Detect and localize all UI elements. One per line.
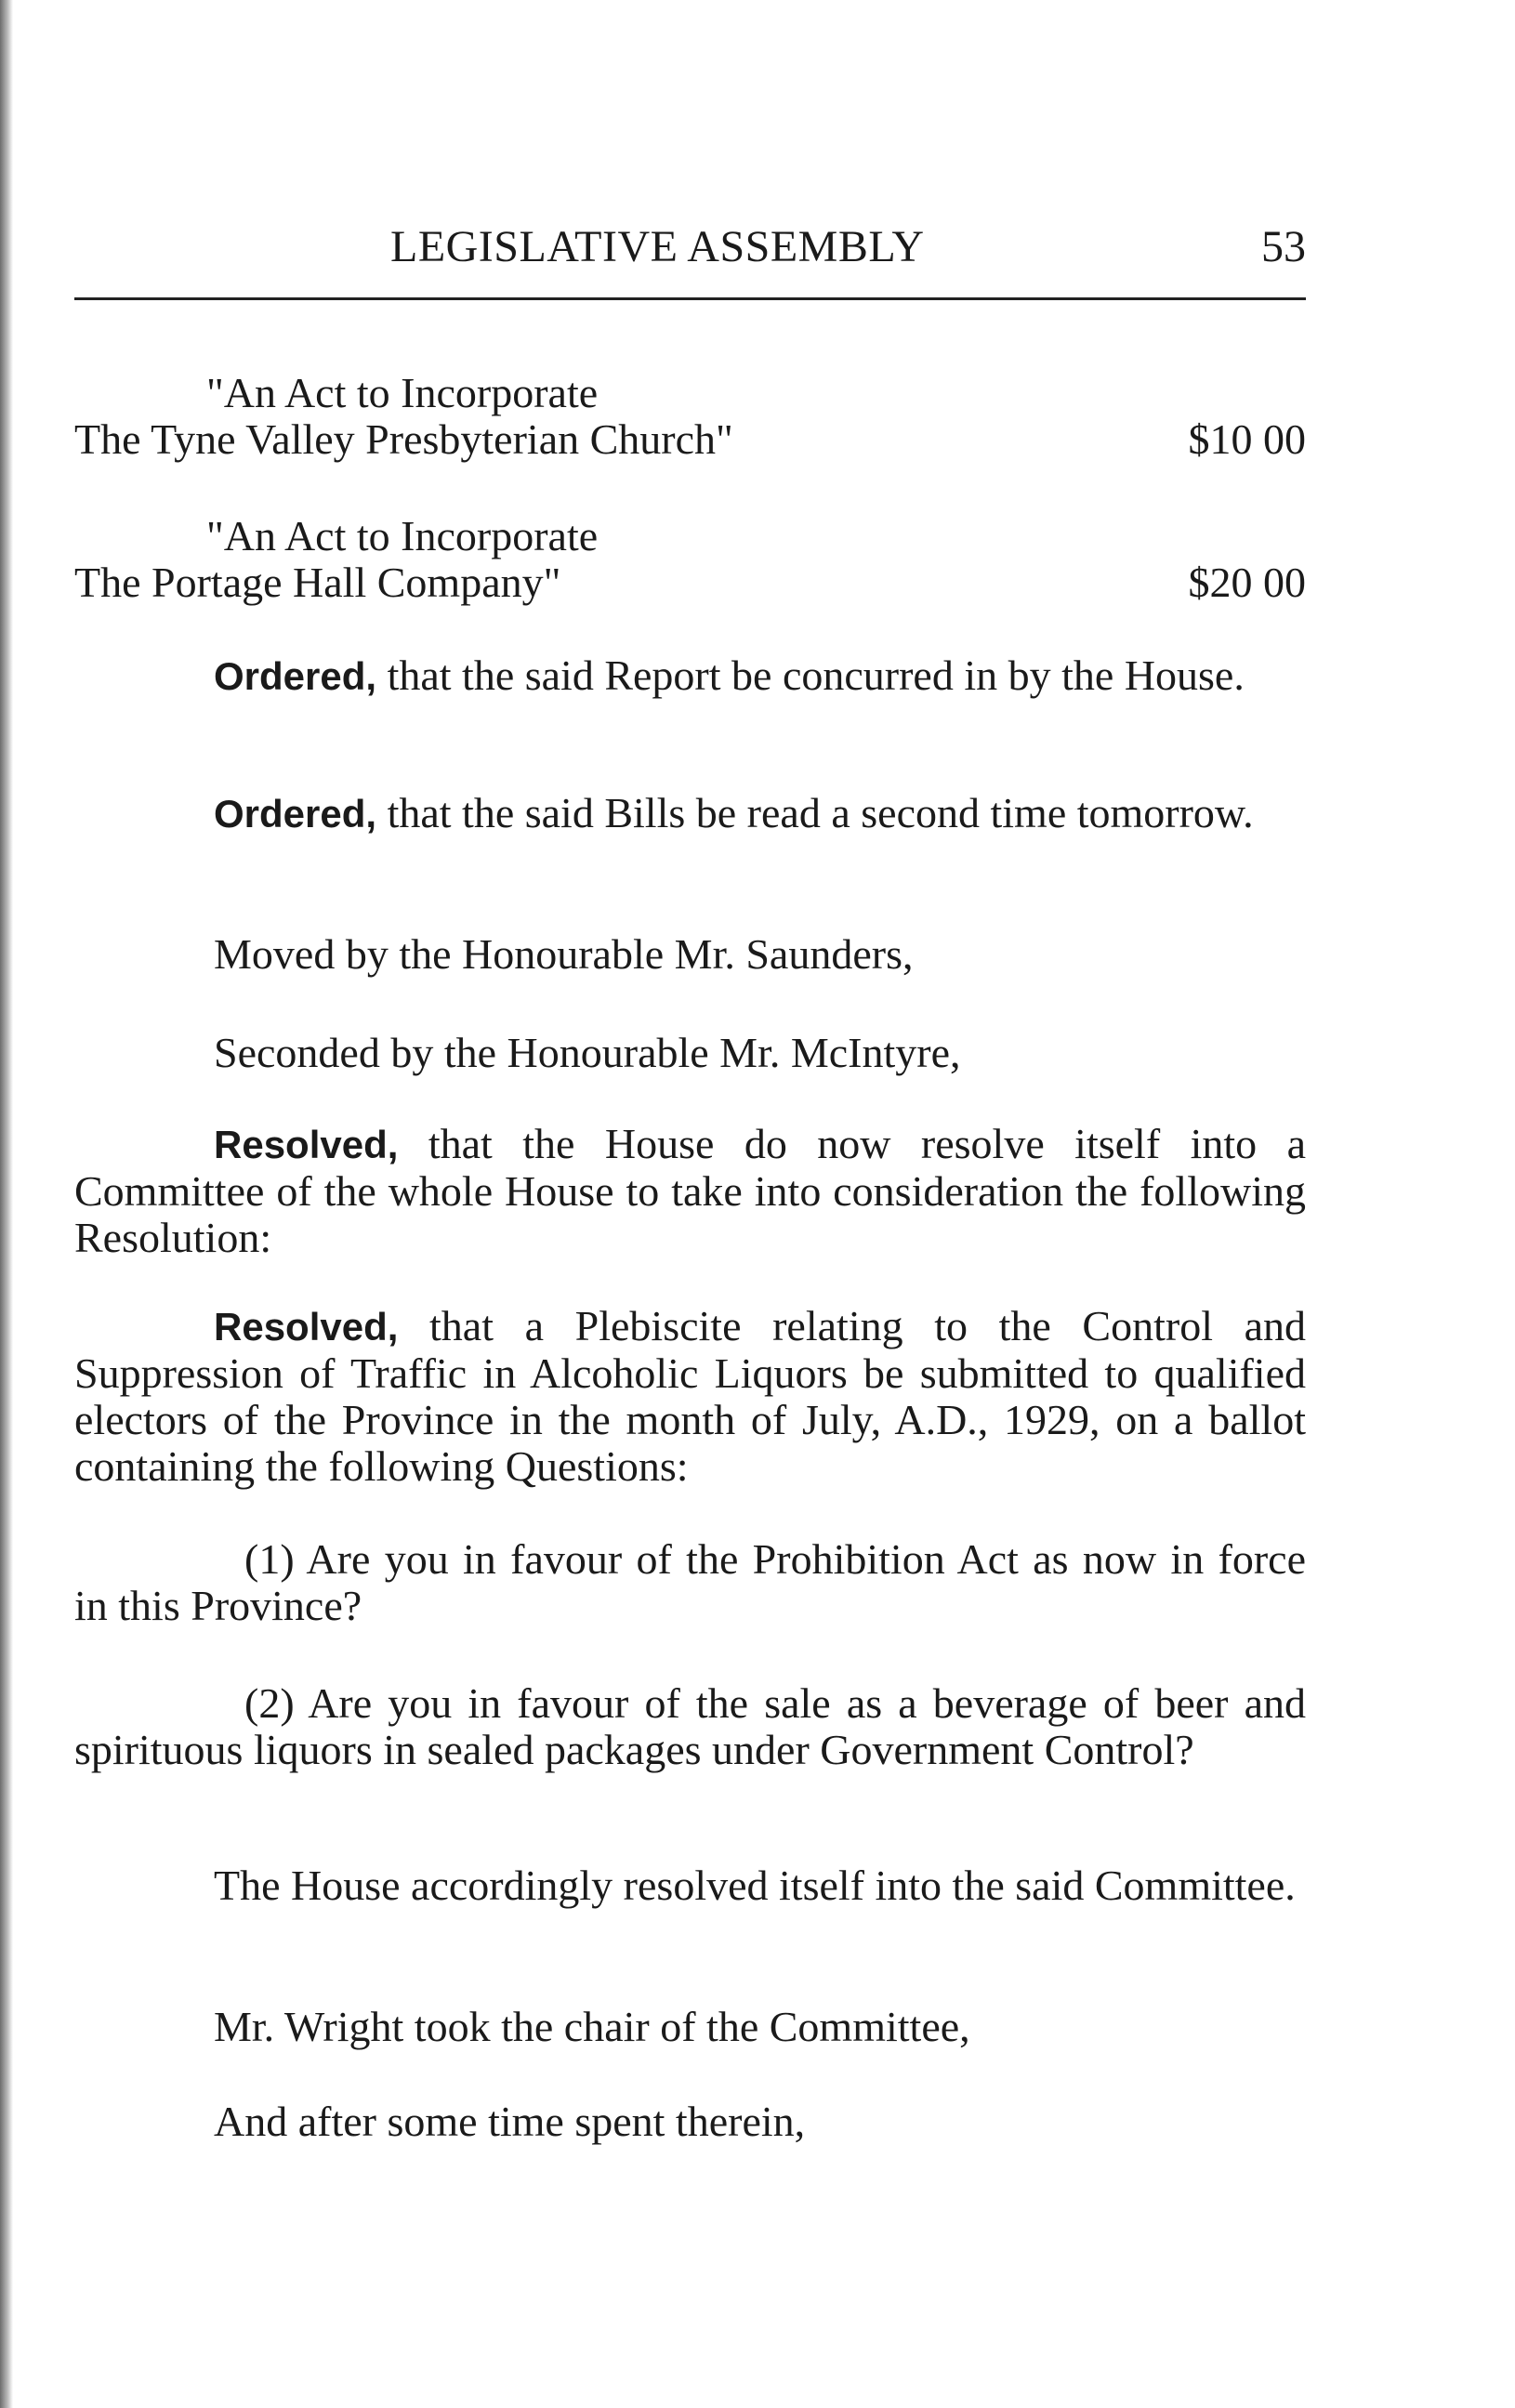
act-name-line — [74, 559, 1306, 606]
paragraph-lead: Resolved, — [214, 1305, 399, 1349]
act-name: The Portage Hall Company" — [74, 559, 561, 606]
paragraph-house-resolved: The House accordingly resolved itself into the said Committee. — [214, 1862, 1296, 1909]
paragraph-text: that the House do now resolve itself into a Committee of the whole House to take into consideration the following Resolution: — [74, 1120, 1306, 1261]
paragraph-lead: Ordered, — [214, 792, 377, 836]
paragraph-chair: Mr. Wright took the chair of the Committee, — [214, 2003, 970, 2050]
paragraph-ordered-report — [74, 652, 1306, 700]
running-head: LEGISLATIVE ASSEMBLY — [390, 222, 925, 271]
act-amount: $20 00 — [1188, 559, 1306, 606]
paragraph-resolved-committee — [74, 1121, 1306, 1261]
paragraph-ordered-bills — [74, 790, 1306, 837]
paragraph-text: that the said Bills be read a second time tomorrow. — [376, 789, 1254, 836]
act-name: The Tyne Valley Presbyterian Church" — [74, 415, 733, 463]
header-rule — [74, 297, 1306, 300]
act-name-line — [74, 416, 1306, 463]
paragraph-text: that the said Report be concurred in by the House. — [376, 651, 1245, 699]
paragraph-text: that a Plebiscite relating to the Control and Suppression of Traffic in Alcoholic Liquors be submitted to qualified electors of the Province in the month of July, A.D., 1929, on a ballot containing the following Questions: — [74, 1302, 1306, 1490]
act-entry — [74, 370, 1306, 463]
page-header — [74, 221, 1306, 277]
paragraph-resolved-plebiscite — [74, 1303, 1306, 1490]
act-title-line: "An Act to Incorporate — [206, 512, 599, 559]
page-binding-shadow — [0, 0, 13, 2408]
question-one: (1) Are you in favour of the Prohibition Act as now in force in this Province? — [74, 1535, 1306, 1629]
act-entry — [74, 513, 1306, 606]
paragraph-lead: Resolved, — [214, 1123, 399, 1166]
paragraph-moved-by: Moved by the Honourable Mr. Saunders, — [214, 930, 914, 978]
act-amount: $10 00 — [1188, 415, 1306, 463]
paragraph-time-spent: And after some time spent therein, — [214, 2098, 806, 2145]
paragraph-lead: Ordered, — [214, 654, 377, 698]
act-title-line: "An Act to Incorporate — [206, 369, 599, 416]
page-number: 53 — [1261, 222, 1306, 271]
paragraph-seconded-by: Seconded by the Honourable Mr. McIntyre, — [214, 1029, 961, 1076]
question-two: (2) Are you in favour of the sale as a beverage of beer and spirituous liquors in sealed packages under Government Control? — [74, 1679, 1306, 1773]
